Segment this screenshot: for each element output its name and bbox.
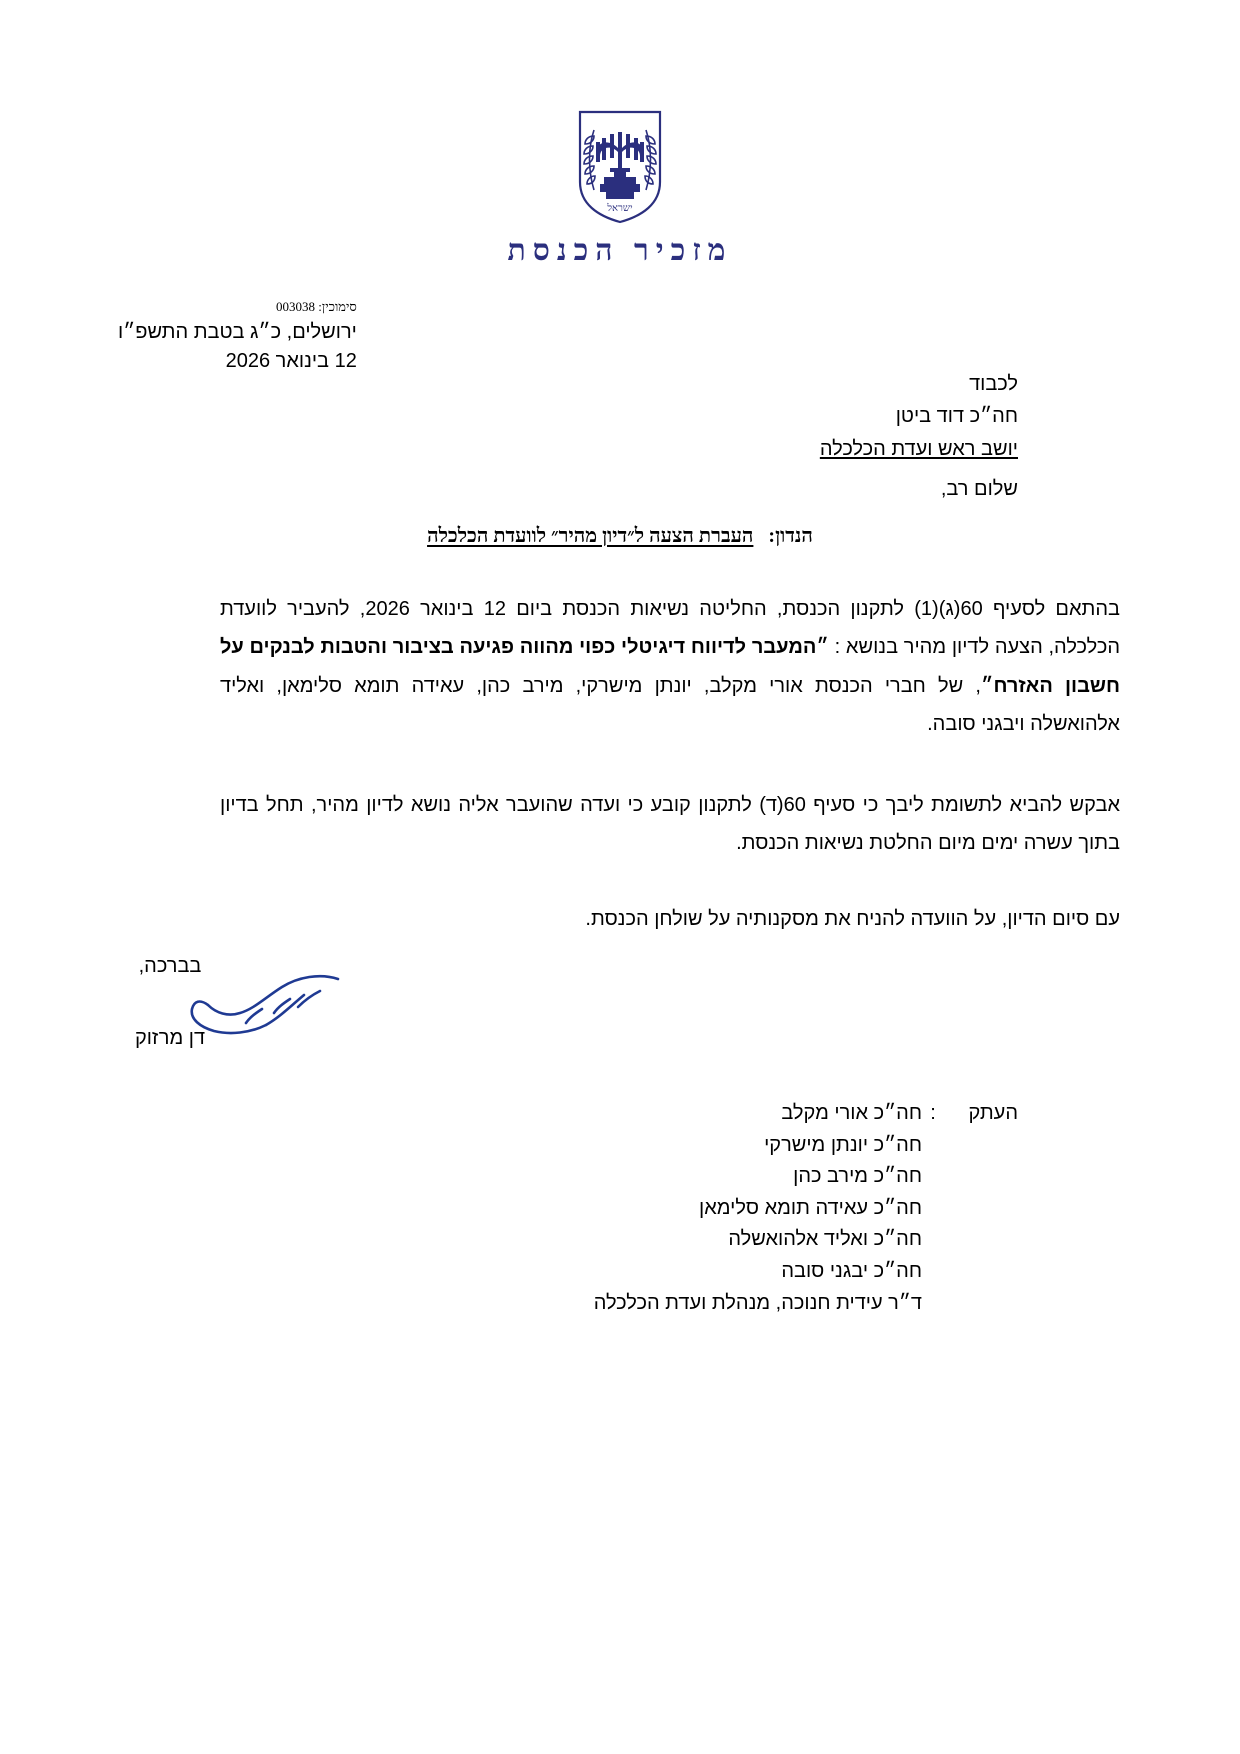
list-item: חה״כ יונתן מישרקי bbox=[764, 1133, 922, 1156]
list-item: חה״כ אורי מקלב bbox=[781, 1102, 922, 1124]
body-paragraph-1-sponsors: , של חברי הכנסת אורי מקלב, יונתן מישרקי, מירב כהן, עאידה תומא סלימאן, ואליד אלהואשלה ויבגני סובה. bbox=[220, 674, 1120, 736]
signature-regards: בברכה, bbox=[138, 955, 202, 977]
body-paragraph-3: עם סיום הדיון, על הוועדה להניח את מסקנותיה על שולחן הכנסת. bbox=[585, 908, 1120, 931]
list-item: חה״כ מירב כהן bbox=[793, 1165, 922, 1188]
body-paragraph-1-intro: בהתאם לסעיף 60(ג)(1) לתקנון הכנסת, החליטה נשיאות הכנסת ביום 12 בינואר 2026, להעביר לוועדת הכלכלה, הצעה לדיון מהיר בנושא : bbox=[220, 598, 1120, 659]
signature-name: דן מרזוק bbox=[134, 1027, 206, 1049]
reference-block bbox=[118, 298, 357, 376]
list-item: חה״כ עאידה תומא סלימאן bbox=[699, 1196, 922, 1219]
addressee-honorific: לכבוד bbox=[969, 373, 1018, 395]
list-item: חה״כ יבגני סובה bbox=[781, 1259, 922, 1282]
copies-colon: : bbox=[930, 1102, 936, 1124]
distribution-list bbox=[594, 1098, 1018, 1319]
addressee-name: חה״כ דוד ביטן bbox=[895, 405, 1018, 428]
hebrew-date: ירושלים, כ״ג בטבת התשפ״ו bbox=[118, 320, 357, 343]
letterhead bbox=[0, 108, 1240, 268]
body-paragraph-2: אבקש להביא לתשומת ליבך כי סעיף 60(ד) לתקנון קובע כי ועדה שהועבר אליה נושא לדיון מהיר, תחל בדיון בתוך עשרה ימים מיום החלטת נשיאות הכנסת. bbox=[220, 793, 1121, 854]
copies-recipients bbox=[594, 1098, 922, 1319]
subject-line bbox=[0, 525, 1240, 548]
list-item: ד״ר עידית חנוכה, מנהלת ועדת הכלכלה bbox=[593, 1291, 922, 1314]
subject-label: הנדון: bbox=[768, 525, 813, 547]
israel-state-emblem-icon bbox=[572, 108, 668, 226]
body-paragraph-1-topic: ״המעבר לדיווח דיגיטלי כפוי מהווה פגיעה בציבור והטבות לבנקים על חשבון האזרח״ bbox=[220, 636, 1121, 697]
addressee-role: יושב ראש ועדת הכלכלה bbox=[819, 437, 1018, 460]
gregorian-date: 12 בינואר 2026 bbox=[225, 349, 357, 372]
addressee-block bbox=[820, 368, 1018, 465]
letterhead-title: מזכיר הכנסת bbox=[507, 234, 733, 267]
greeting-line: שלום רב, bbox=[940, 478, 1018, 500]
letter-body bbox=[220, 590, 1120, 981]
body-paragraph-1 bbox=[220, 590, 1120, 744]
reference-number: סימוכין: 003038 bbox=[276, 299, 357, 314]
subject-text: העברת הצעה ל״דיון מהיר״ לוועדת הכלכלה bbox=[427, 525, 754, 547]
svg-text:ישראל: ישראל bbox=[607, 203, 633, 214]
list-item: חה״כ ואליד אלהואשלה bbox=[728, 1228, 922, 1251]
copies-label: העתק bbox=[968, 1102, 1018, 1124]
